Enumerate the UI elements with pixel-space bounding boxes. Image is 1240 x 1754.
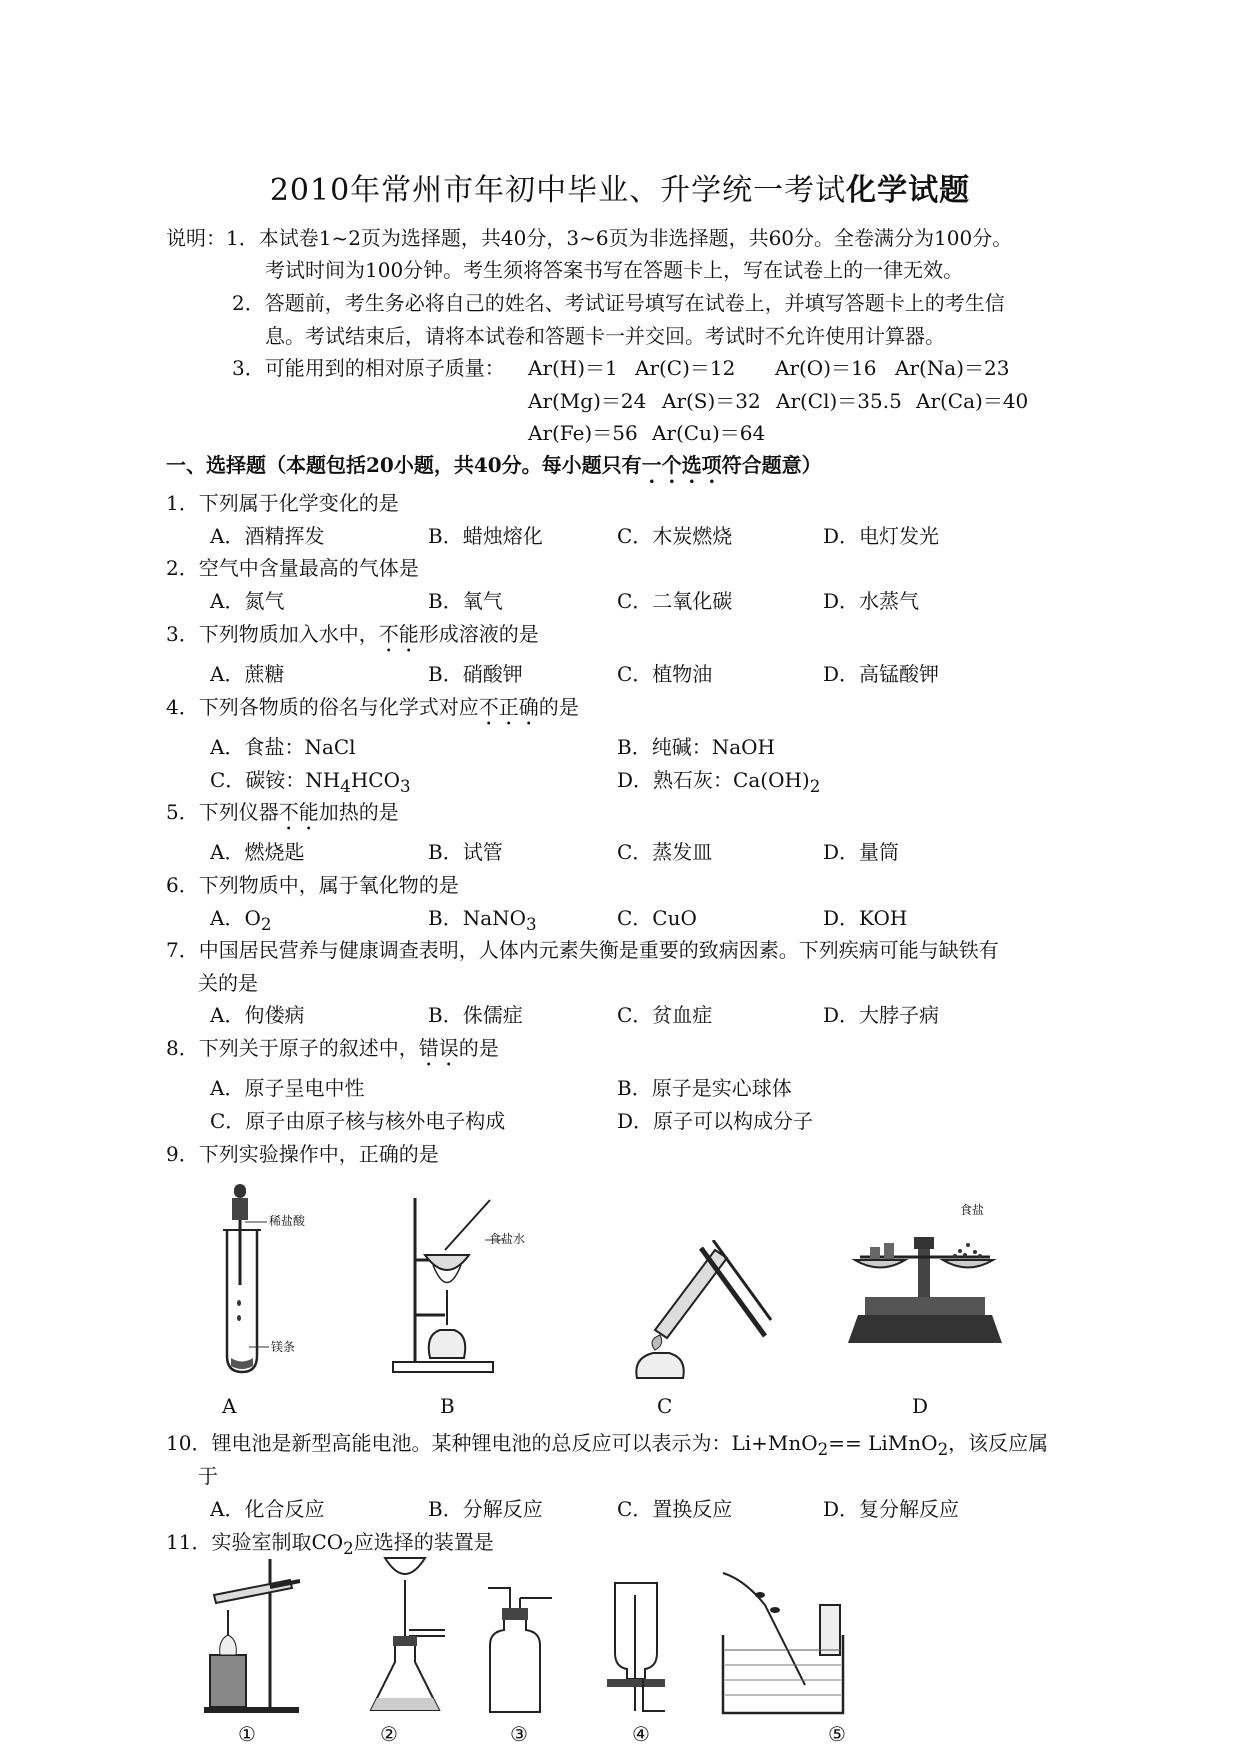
option-c: C．碳铵：$NH_4HCO_3$ bbox=[210, 768, 411, 796]
option-a: A．蔗糖 bbox=[210, 662, 285, 686]
option-b: B．分解反应 bbox=[428, 1497, 543, 1521]
section-heading: 一、选择题（本题包括20小题，共40分。每小题只有一个选项符合题意） bbox=[166, 453, 822, 477]
atomic-mass: Ar(Fe)＝56 bbox=[528, 421, 638, 445]
apparatus-2-label: ② bbox=[380, 1722, 398, 1746]
apparatus-2-flask-funnel bbox=[365, 1550, 455, 1720]
note-2a: 2．答题前，考生务必将自己的姓名、考试证号填写在试卷上，并填写答题卡上的考生信 bbox=[232, 291, 1005, 315]
note-1b: 考试时间为100分钟。考生须将答案书写在答题卡上，写在试卷上的一律无效。 bbox=[265, 258, 964, 282]
option-c: C．原子由原子核与核外电子构成 bbox=[210, 1109, 506, 1133]
option-c: C．贫血症 bbox=[617, 1003, 713, 1027]
option-c: C．木炭燃烧 bbox=[617, 524, 733, 548]
question-11: 11．实验室制取$CO_2$应选择的装置是 bbox=[166, 1530, 494, 1558]
option-b: B．蜡烛熔化 bbox=[428, 524, 543, 548]
option-a: A．食盐：NaCl bbox=[210, 735, 356, 759]
figure-c-heating-tube bbox=[615, 1240, 775, 1390]
option-b: B．NaNO$_3$ bbox=[428, 906, 537, 934]
question-7: 7．中国居民营养与健康调查表明，人体内元素失衡是重要的致病因素。下列疾病可能与缺铁有 bbox=[166, 938, 999, 962]
option-b: B．侏儒症 bbox=[428, 1003, 523, 1027]
apparatus-5-water-collection bbox=[715, 1565, 845, 1720]
option-a: A．酒精挥发 bbox=[210, 524, 325, 548]
atomic-mass: Ar(Cl)＝35.5 bbox=[776, 389, 902, 413]
note-2b: 息。考试结束后，请将本试卷和答题卡一并交回。考试时不允许使用计算器。 bbox=[265, 324, 945, 348]
apparatus-3-label: ③ bbox=[510, 1722, 528, 1746]
option-d: D．复分解反应 bbox=[823, 1497, 960, 1521]
option-d: D．KOH bbox=[823, 906, 908, 930]
apparatus-5-label: ⑤ bbox=[828, 1722, 846, 1746]
figure-a-dropper-test-tube bbox=[205, 1180, 325, 1380]
atomic-mass: Ar(Na)＝23 bbox=[895, 356, 1010, 380]
note-1a: 说明：1．本试卷1~2页为选择题，共40分，3~6页为非选择题，共60分。全卷满分为100分。 bbox=[166, 226, 1013, 250]
question-2: 2．空气中含量最高的气体是 bbox=[166, 556, 419, 580]
option-d: D．熟石灰：$Ca(OH)_2$ bbox=[617, 768, 821, 796]
atomic-mass: Ar(C)＝12 bbox=[635, 356, 736, 380]
option-b: B．原子是实心球体 bbox=[617, 1076, 792, 1100]
atomic-mass: Ar(Ca)＝40 bbox=[916, 389, 1029, 413]
option-d: D．大脖子病 bbox=[823, 1003, 940, 1027]
option-b: B．试管 bbox=[428, 840, 503, 864]
atomic-mass: Ar(Cu)＝64 bbox=[652, 421, 766, 445]
apparatus-4-label: ④ bbox=[632, 1722, 650, 1746]
option-c: C．二氧化碳 bbox=[617, 589, 733, 613]
question-4: 4．下列各物质的俗名与化学式对应不正确的是 bbox=[166, 695, 579, 719]
apparatus-1-label: ① bbox=[238, 1722, 256, 1746]
apparatus-3-gas-bottle bbox=[480, 1580, 560, 1720]
option-b: B．纯碱：NaOH bbox=[617, 735, 775, 759]
question-10: 10．锂电池是新型高能电池。某种锂电池的总反应可以表示为：Li+MnO$_2$== LiMnO$_2$，该反应属 bbox=[166, 1431, 1049, 1459]
figure-label: 镁条 bbox=[271, 1340, 296, 1354]
option-a: A．佝偻病 bbox=[210, 1003, 305, 1027]
apparatus-1-heating-tube bbox=[200, 1555, 315, 1715]
figure-c-label: C bbox=[657, 1394, 673, 1418]
figure-a-label: A bbox=[222, 1394, 237, 1418]
figure-d-label: D bbox=[912, 1394, 929, 1418]
option-a: A．$O_2$ bbox=[210, 906, 272, 934]
question-1: 1．下列属于化学变化的是 bbox=[166, 491, 399, 515]
question-10-cont: 于 bbox=[198, 1464, 218, 1488]
question-8: 8．下列关于原子的叙述中，错误的是 bbox=[166, 1036, 499, 1060]
option-c: C．蒸发皿 bbox=[617, 840, 713, 864]
figure-label: 食盐水 bbox=[489, 1232, 526, 1246]
figure-d-balance bbox=[840, 1203, 1010, 1355]
option-d: D．量筒 bbox=[823, 840, 900, 864]
option-b: B．硝酸钾 bbox=[428, 662, 523, 686]
question-6: 6．下列物质中，属于氧化物的是 bbox=[166, 873, 459, 897]
note-3-label: 3．可能用到的相对原子质量： bbox=[232, 356, 505, 380]
option-d: D．电灯发光 bbox=[823, 524, 940, 548]
atomic-mass: Ar(S)＝32 bbox=[662, 389, 761, 413]
question-3: 3．下列物质加入水中，不能形成溶液的是 bbox=[166, 622, 539, 646]
option-c: C．置换反应 bbox=[617, 1497, 733, 1521]
figure-label: 食盐 bbox=[960, 1203, 985, 1217]
option-a: A．原子呈电中性 bbox=[210, 1076, 365, 1100]
atomic-mass: Ar(Mg)＝24 bbox=[528, 389, 647, 413]
atomic-mass: Ar(H)＝1 bbox=[528, 356, 618, 380]
figure-label: 稀盐酸 bbox=[269, 1214, 306, 1228]
option-d: D．原子可以构成分子 bbox=[617, 1109, 814, 1133]
page-title: 2010年常州市年初中毕业、升学统一考试化学试题 bbox=[269, 173, 971, 208]
atomic-mass: Ar(O)＝16 bbox=[775, 356, 877, 380]
option-a: A．燃烧匙 bbox=[210, 840, 305, 864]
option-c: C．CuO bbox=[617, 906, 697, 930]
option-c: C．植物油 bbox=[617, 662, 713, 686]
option-d: D．高锰酸钾 bbox=[823, 662, 940, 686]
option-d: D．水蒸气 bbox=[823, 589, 920, 613]
figure-b-evaporation bbox=[385, 1190, 535, 1380]
question-7-cont: 关的是 bbox=[198, 971, 258, 995]
option-a: A．氮气 bbox=[210, 589, 285, 613]
option-a: A．化合反应 bbox=[210, 1497, 325, 1521]
question-9: 9．下列实验操作中，正确的是 bbox=[166, 1142, 439, 1166]
figure-b-label: B bbox=[440, 1394, 455, 1418]
apparatus-4-inverted-bottle bbox=[605, 1575, 675, 1720]
option-b: B．氧气 bbox=[428, 589, 503, 613]
question-5: 5．下列仪器不能加热的是 bbox=[166, 800, 399, 824]
